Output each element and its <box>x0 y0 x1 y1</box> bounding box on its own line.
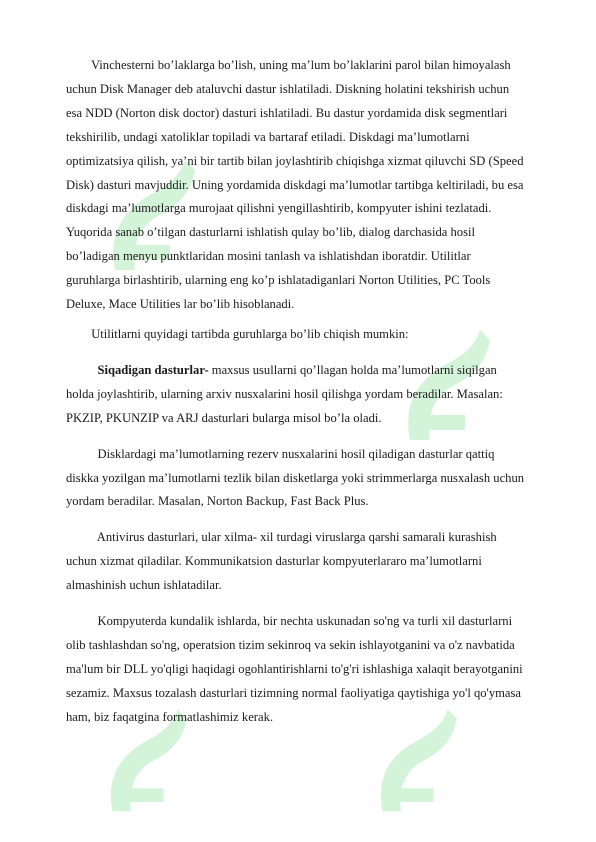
text-line: Kompyuterda kundalik ishlarda, bir nechta uskunadan so'ng va turli xil dasturlarni <box>66 614 513 629</box>
text-line: bo’ladigan menyu punktlaridan mosini tanlash va ishlatishdan iboratdir. Utilitlar <box>66 249 471 264</box>
text-line: almashinish uchun ishlatadilar. <box>66 578 222 593</box>
text-line: tekshirilib, undagi xatoliklar topiladi va bartaraf etiladi. Diskdagi ma’lumotlarni <box>66 129 470 144</box>
paragraph-5 <box>66 526 544 598</box>
text-line: guruhlarga birlashtirib, ularning eng ko’p ishlatadiganlari Norton Utilities, PC Tools <box>66 273 491 288</box>
text-line: Deluxe, Mace Utilities lar bo’lib hisoblanadi. <box>66 297 295 312</box>
text-line: optimizatsiya qilish, ya’ni bir tartib bilan joylashtirib chiqishga xizmat qiluvchi SD (Speed <box>66 153 524 168</box>
text-line: ham, biz faqatgina formatlashimiz kerak. <box>66 709 274 724</box>
text-line: diskdagi ma’lumotlarga murojaat qilishni yengillashtirib, kompyuter ishini tezlatadi. <box>66 201 492 216</box>
paragraph-3 <box>66 359 544 431</box>
paragraph-1 <box>66 54 544 317</box>
text-segment: maxsus usullarni qo’llagan holda ma’lumotlarni siqilgan <box>208 362 497 377</box>
text-line: uchun Disk Manager deb ataluvchi dastur ishlatiladi. Diskning holatini tekshirish uchun <box>66 81 510 96</box>
text-line: holda joylashtirib, ularning arxiv nusxalarini hosil qilishga yordam beradilar. Masalan: <box>66 386 503 401</box>
text-line: Disk) dasturi mavjuddir. Uning yordamida diskdagi ma’lumotlar tartibga keltiriladi, bu esa <box>66 177 524 192</box>
text-line: Disklardagi ma’lumotlarning rezerv nusxalarini hosil qiladigan dasturlar qattiq <box>66 446 495 461</box>
text-line: yordam beradilar. Masalan, Norton Backup, Fast Back Plus. <box>66 494 369 509</box>
bold-lead: Siqadigan dasturlar- <box>97 362 209 377</box>
paragraph-6 <box>66 610 544 730</box>
paragraph-2 <box>66 323 544 347</box>
text-line: PKZIP, PKUNZIP va ARJ dasturlari bularga misol bo’la oladi. <box>66 410 382 425</box>
text-line: olib tashlashdan so'ng, operatsion tizim sekinroq va sekin ishlayotganini va o'z navbatida <box>66 637 515 652</box>
text-line: Vinchesterni bo’laklarga bo’lish, uning ma’lum bo’laklarini parol bilan himoyalash <box>66 58 511 72</box>
text-line: esa NDD (Norton disk doctor) dasturi ishlatiladi. Bu dastur yordamida disk segmentlari <box>66 105 508 120</box>
body-text <box>66 54 544 730</box>
paragraph-4 <box>66 443 544 515</box>
text-line: Antivirus dasturlari, ular xilma- xil turdagi viruslarga qarshi samarali kurashish <box>66 530 497 545</box>
text-line: uchun xizmat qiladilar. Kommunikatsion dasturlar kompyuterlararo ma’lumotlarni <box>66 554 482 569</box>
text-line: sezamiz. Maxsus tozalash dasturlari tizimning normal faoliyatiga qaytishiga yo'l qo'ymasa <box>66 685 521 700</box>
text-line: Utilitlarni quyidagi tartibda guruhlarga bo’lib chiqish mumkin: <box>66 326 409 341</box>
text-line: ma'lum bir DLL yo'qligi haqidagi ogohlantirishlarni to'g'ri ishlashiga xalaqit berayotganini <box>66 661 523 676</box>
text-line: diskka yozilgan ma’lumotlarni tezlik bilan disketlarga yoki strimmerlarga nusxalash uchun <box>66 470 525 485</box>
text-line <box>66 359 544 383</box>
text-line: Yuqorida sanab o’tilgan dasturlarni ishlatish qulay bo’lib, dialog darchasida hosil <box>66 225 475 240</box>
